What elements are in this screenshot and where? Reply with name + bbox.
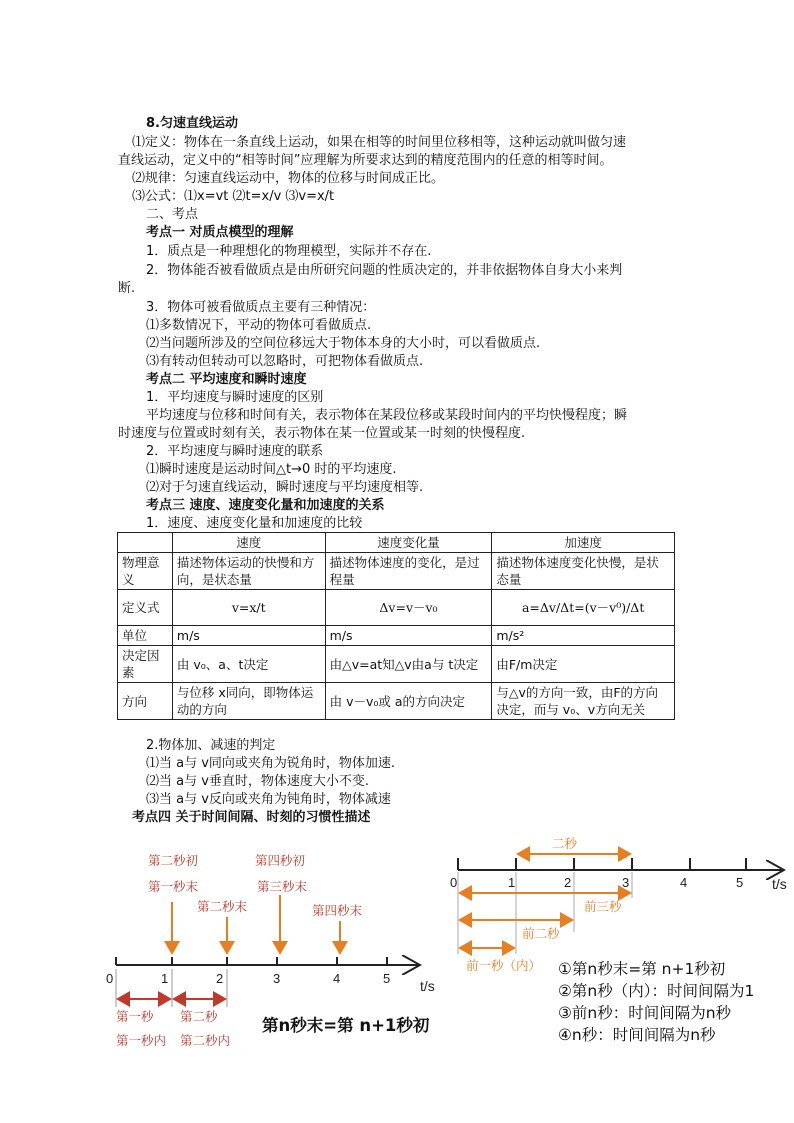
kaodian-1-title: 考点一 对质点模型的理解 [146, 225, 294, 240]
label-first-2-seconds: 前二秒 [522, 926, 560, 941]
axis-tick [745, 858, 747, 870]
table-header-cell: 速度变化量 [325, 533, 492, 553]
row-label: 单位 [118, 626, 173, 646]
label-first-1-second: 前一秒（内） [466, 958, 542, 973]
label-first-3-seconds: 前三秒 [584, 899, 622, 914]
axis-tick [171, 957, 173, 965]
tick-label: 2 [216, 971, 224, 986]
kaodian-2-title: 考点二 平均速度和瞬时速度 [146, 372, 307, 387]
row-label: 定义式 [118, 590, 173, 626]
definition-line-1: ⑴定义：物体在一条直线上运动，如果在相等的时间里位移相等，这种运动就叫做匀速 [132, 135, 627, 150]
axis-tick [115, 957, 117, 965]
k3-line-2: 2.物体加、减速的判定 [146, 738, 276, 753]
label-2nd-second-within: 第二秒内 [180, 1033, 231, 1048]
k1-line-3b: ⑵当问题所涉及的空间位移远大于物体本身的大小时，可以看做质点. [146, 336, 541, 351]
law-line: ⑵规律：匀速直线运动中，物体的位移与时间成正比。 [132, 171, 445, 186]
tick-label: 4 [333, 971, 341, 986]
part-2-heading: 二、考点 [146, 207, 199, 222]
note-1: ①第n秒末=第 n+1秒初 [558, 960, 726, 978]
table-cell: Δv=v－v₀ [325, 590, 492, 626]
table-cell: 由 v－v₀或 a的方向决定 [325, 683, 492, 720]
table-cell: m/s² [492, 626, 675, 646]
note-4: ④n秒：时间间隔为n秒 [558, 1026, 716, 1044]
right-timeline-diagram [440, 832, 794, 977]
tick-label: 5 [736, 875, 744, 890]
axis-tick [276, 957, 278, 965]
axis-unit: t/s [420, 978, 435, 994]
formula-line: ⑶公式：⑴x=vt ⑵t=x/v ⑶v=x/t [132, 189, 335, 204]
tick-label: 3 [622, 875, 630, 890]
k2-line-2b: ⑵对于匀速直线运动，瞬时速度与平均速度相等. [146, 480, 424, 495]
table-header-row [118, 533, 675, 553]
tick-label: 4 [680, 875, 688, 890]
table-row [118, 590, 675, 626]
label-2nd-second-start: 第二秒初 [148, 853, 199, 868]
note-3: ③前n秒：时间间隔为n秒 [558, 1004, 732, 1022]
tick-label: 0 [106, 971, 114, 986]
label-1st-second-end: 第一秒末 [148, 879, 199, 894]
label-1st-second-within: 第一秒内 [116, 1033, 167, 1048]
k3-line-1: 1．速度、速度变化量和加速度的比较 [146, 516, 363, 531]
k1-line-3: 3．物体可被看做质点主要有三种情况： [146, 300, 376, 315]
k1-line-3a: ⑴多数情况下，平动的物体可看做质点. [146, 318, 372, 333]
table-cell: 描述物体运动的快慢和方向，是状态量 [172, 553, 325, 590]
axis-tick [457, 858, 459, 870]
k2-line-2a: ⑴瞬时速度是运动时间△t→0 时的平均速度. [146, 462, 397, 477]
k3-line-2b: ⑵当 a与 v垂直时，物体速度大小不变. [146, 774, 370, 789]
label-1st-second: 第一秒 [116, 1009, 154, 1024]
axis-tick [573, 858, 575, 870]
label-4th-second-end: 第四秒末 [312, 903, 363, 918]
k2-line-1: 1．平均速度与瞬时速度的区别 [146, 390, 324, 405]
section-8-title: 8.匀速直线运动 [146, 116, 238, 131]
table-cell: 描述物体速度变化快慢，是状态量 [492, 553, 675, 590]
label-2nd-second: 第二秒 [180, 1009, 218, 1024]
tick-label: 1 [508, 875, 516, 890]
table-cell: 由 v₀、a、t决定 [172, 646, 325, 683]
table-cell: m/s [325, 626, 492, 646]
table-cell: 与位移 x同向，即物体运动的方向 [172, 683, 325, 720]
tick-label: 3 [273, 971, 281, 986]
table-header-cell: 速度 [172, 533, 325, 553]
table-cell: 描述物体速度的变化，是过程量 [325, 553, 492, 590]
k3-line-2c: ⑶当 a与 v反向或夹角为钝角时，物体减速 [146, 792, 391, 807]
k2-line-1a: 平均速度与位移和时间有关，表示物体在某段位移或某段时间内的平均快慢程度；瞬 [146, 408, 628, 423]
k1-line-3c: ⑶有转动但转动可以忽略时，可把物体看做质点. [146, 354, 424, 369]
axis-tick [336, 957, 338, 965]
table-row [118, 553, 675, 590]
axis-tick [631, 858, 633, 870]
rule-nth-second-end: 第n秒末=第 n+1秒初 [262, 1016, 430, 1035]
kaodian-3-title: 考点三 速度、速度变化量和加速度的关系 [146, 498, 385, 513]
axis-tick [226, 957, 228, 965]
label-2nd-second-end: 第二秒末 [197, 899, 248, 914]
axis-tick [515, 858, 517, 870]
row-label: 物理意义 [118, 553, 173, 590]
table-row [118, 626, 675, 646]
label-3rd-second-end: 第三秒末 [257, 879, 308, 894]
tick-label: 5 [383, 971, 391, 986]
table-cell: 由F/m决定 [492, 646, 675, 683]
tick-label: 1 [161, 971, 169, 986]
table-header-cell: 加速度 [492, 533, 675, 553]
table-row [118, 683, 675, 720]
tick-label: 2 [564, 875, 572, 890]
label-4th-second-start: 第四秒初 [255, 853, 306, 868]
table-row [118, 646, 675, 683]
row-label: 方向 [118, 683, 173, 720]
row-label: 决定因素 [118, 646, 173, 683]
axis-tick [386, 957, 388, 965]
kaodian-4-title: 考点四 关于时间间隔、时刻的习惯性描述 [132, 810, 371, 825]
tick-label: 0 [450, 875, 458, 890]
table-cell: 由△v=at知△v由a与 t决定 [325, 646, 492, 683]
k2-line-1b: 时速度与位置或时刻有关，表示物体在某一位置或某一时刻的快慢程度. [118, 426, 526, 441]
definition-line-2: 直线运动，定义中的“相等时间”应理解为所要求达到的精度范围内的任意的相等时间。 [118, 153, 613, 168]
k1-line-2a: 2．物体能否被看做质点是由所研究问题的性质决定的，并非依据物体自身大小来判 [146, 263, 623, 278]
k3-line-2a: ⑴当 a与 v同向或夹角为锐角时，物体加速. [146, 756, 396, 771]
k2-line-2: 2．平均速度与瞬时速度的联系 [146, 444, 324, 459]
note-2: ②第n秒（内）：时间间隔为1 [558, 982, 755, 1000]
label-two-seconds: 二秒 [552, 836, 578, 851]
axis-tick [689, 858, 691, 870]
table-cell: 与△v的方向一致，由F的方向决定，而与 v₀、v方向无关 [492, 683, 675, 720]
comparison-table [117, 532, 675, 720]
k1-line-2b: 断. [118, 281, 136, 296]
table-cell: m/s [172, 626, 325, 646]
table-cell: a=Δv/Δt=(v－v⁰)/Δt [492, 590, 675, 626]
table-cell: v=x/t [172, 590, 325, 626]
k1-line-1: 1．质点是一种理想化的物理模型，实际并不存在. [146, 244, 432, 259]
axis-unit: t/s [772, 876, 787, 892]
table-header-cell [118, 533, 173, 553]
